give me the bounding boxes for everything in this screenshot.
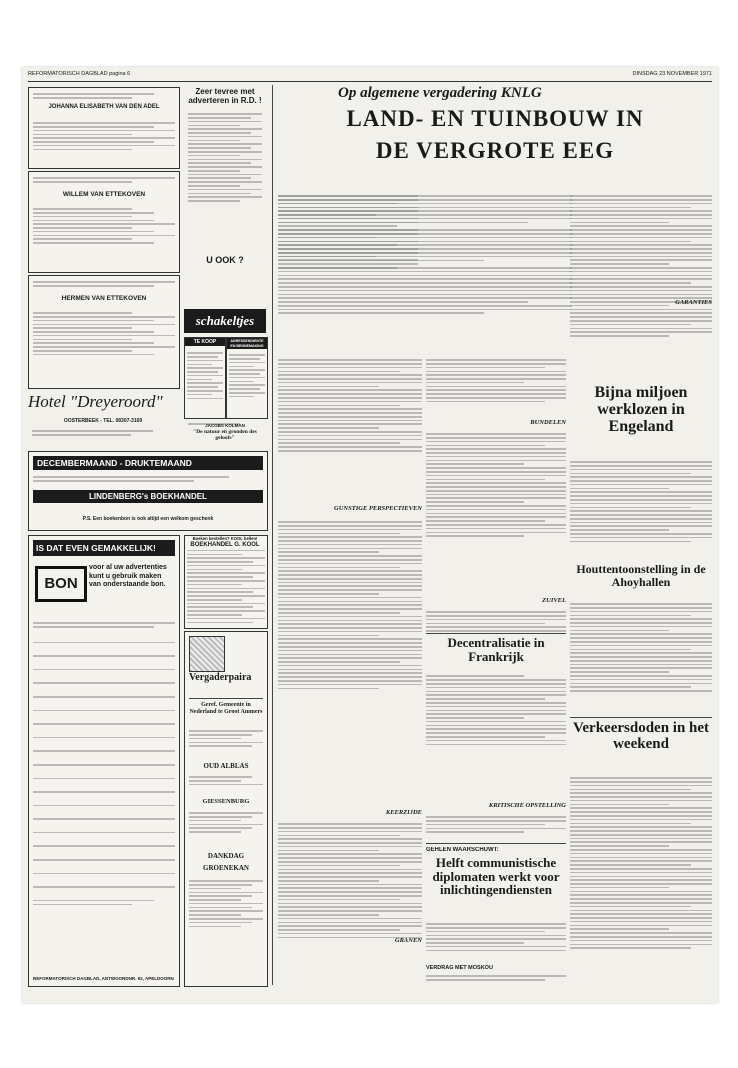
schakeltjes-banner: schakeltjes <box>184 309 266 333</box>
bon-address: REFORMATORISCH DAGBLAD, ANTWOORDNR. 92, APELDOORN <box>33 976 174 981</box>
family-ad-3 <box>28 275 180 389</box>
main-headline <box>278 85 712 189</box>
main-headline-2: DE VERGROTE EEG <box>375 138 615 163</box>
adres-label: ADRESSENDIENTE EN BENNEMAKING <box>227 338 267 349</box>
newspaper-page <box>22 67 718 1003</box>
verkeer-text <box>570 775 712 985</box>
giessenburg: GIESSENBURG <box>202 798 250 805</box>
te-koop-label: TE KOOP <box>185 338 225 346</box>
oud-alblas: OUD ALBLAS <box>203 762 249 770</box>
gehlen-rule <box>426 843 566 844</box>
decent-headline: Decentralisatie in Frankrijk <box>447 635 545 664</box>
gestel-ad <box>184 535 268 629</box>
family-ad-1 <box>28 87 180 169</box>
bijna-headline: Bijna miljoen werklozen in Engeland <box>594 385 688 435</box>
main-headline-1: LAND- EN TUINBOUW IN <box>346 106 644 131</box>
gehlen-kicker: GEHLEN WAARSCHUWT: <box>426 847 499 853</box>
groenekan: GROENEKAN <box>203 864 249 872</box>
family-name-2: WILLEM VAN ETTEKOVEN <box>62 191 146 198</box>
bon-logo: BON <box>35 566 87 602</box>
bon-ad <box>28 535 180 987</box>
hotel-sub: OOSTERBEEK - TEL. 08307-3169 <box>63 418 143 424</box>
kritische-block <box>426 802 566 842</box>
main-kicker: Op algemene vergadering KNLG <box>338 85 542 101</box>
vergader-title: Vergaderpaira <box>189 672 252 683</box>
subhead-granen: GRANEN <box>394 937 422 944</box>
page-header <box>28 71 712 82</box>
column-rule <box>272 85 273 985</box>
hout-text <box>570 601 712 711</box>
main-col-a-bottom <box>278 809 422 985</box>
december-ad <box>28 451 268 531</box>
subhead-keerzijde: KEERZIJDE <box>385 809 422 816</box>
gehlen-subhead: VERDRAG MET MOSKOU <box>426 965 493 971</box>
family-name-1: JOHANNA ELISABETH VAN DEN ADEL <box>48 104 160 110</box>
bijna-text <box>570 459 712 559</box>
verkeer-headline-block <box>570 721 712 773</box>
lindenberg-ps: P.S. Een boekenbon is ook altijd een welkom geschenk <box>82 516 214 522</box>
gehlen-headline: Helft communistische diplomaten werkt voor inlichtingendiensten <box>432 855 560 898</box>
kool-ad <box>185 536 265 549</box>
subhead-garanties: GARANTIES <box>675 299 712 306</box>
header-left: REFORMATORISCH DAGBLAD pagina 6 <box>28 71 131 77</box>
bon-text: voor al uw advertenties kunt u gebruik maken van onderstaande bon. <box>89 564 167 588</box>
bon-headline: IS DAT EVEN GEMAKKELIJK! <box>33 540 175 556</box>
church-ads <box>184 631 268 987</box>
adres-ad <box>226 337 268 419</box>
u-ook: U OOK ? <box>206 255 244 265</box>
verkeer-headline: Verkeersdoden in het weekend <box>572 721 710 752</box>
lindenberg-title: LINDENBERG's BOEKHANDEL <box>33 490 263 503</box>
kool-name: BOEKHANDEL G. KOOL <box>190 542 260 548</box>
dankdag: DANKDAG <box>207 852 245 860</box>
hout-headline-block <box>570 563 712 597</box>
family-ad-2 <box>28 171 180 273</box>
natuur-title: "De natuur en gronden des geloofs" <box>193 429 257 441</box>
subhead-bundelen: BUNDELEN <box>530 419 566 426</box>
family-name-3: HERMEN VAN ETTEKOVEN <box>61 295 147 302</box>
decent-block <box>426 633 566 673</box>
kool-bestellen: Boeken bestellen? KOOL bellen! <box>192 536 258 541</box>
te-koop-ad <box>184 337 226 419</box>
bijna-headline-block <box>570 385 712 457</box>
main-col-a <box>278 357 422 807</box>
hotel-ad <box>28 392 178 447</box>
natuur-ad <box>184 423 266 447</box>
gehlen-article <box>426 847 566 985</box>
main-col-c <box>570 193 712 393</box>
main-col-b <box>426 357 566 837</box>
vergader-image <box>189 636 225 672</box>
header-right: DINSDAG 23 NOVEMBER 1971 <box>632 71 712 77</box>
hotel-title: Hotel "Dreyeroord" <box>28 392 163 411</box>
subhead-kritische: KRITISCHE OPSTELLING <box>488 802 566 809</box>
december-title: DECEMBERMAAND - DRUKTEMAAND <box>33 456 263 470</box>
subhead-zuivel: ZUIVEL <box>542 597 566 604</box>
zeer-tevree-ad <box>184 87 266 307</box>
gemeente-title: Geref. Gemeente in Nederland te Groot Ammers <box>189 702 263 715</box>
kolman-name: JACOBS KOLMAN <box>205 423 245 428</box>
subhead-gunstige: GUNSTIGE PERSPECTIEVEN <box>334 505 422 512</box>
hout-headline: Houttentoonstelling in de Ahoyhallen <box>576 563 706 589</box>
verkeer-rule <box>570 717 712 718</box>
zeer-tevree: Zeer tevree met adverteren in R.D. ! <box>188 87 262 105</box>
